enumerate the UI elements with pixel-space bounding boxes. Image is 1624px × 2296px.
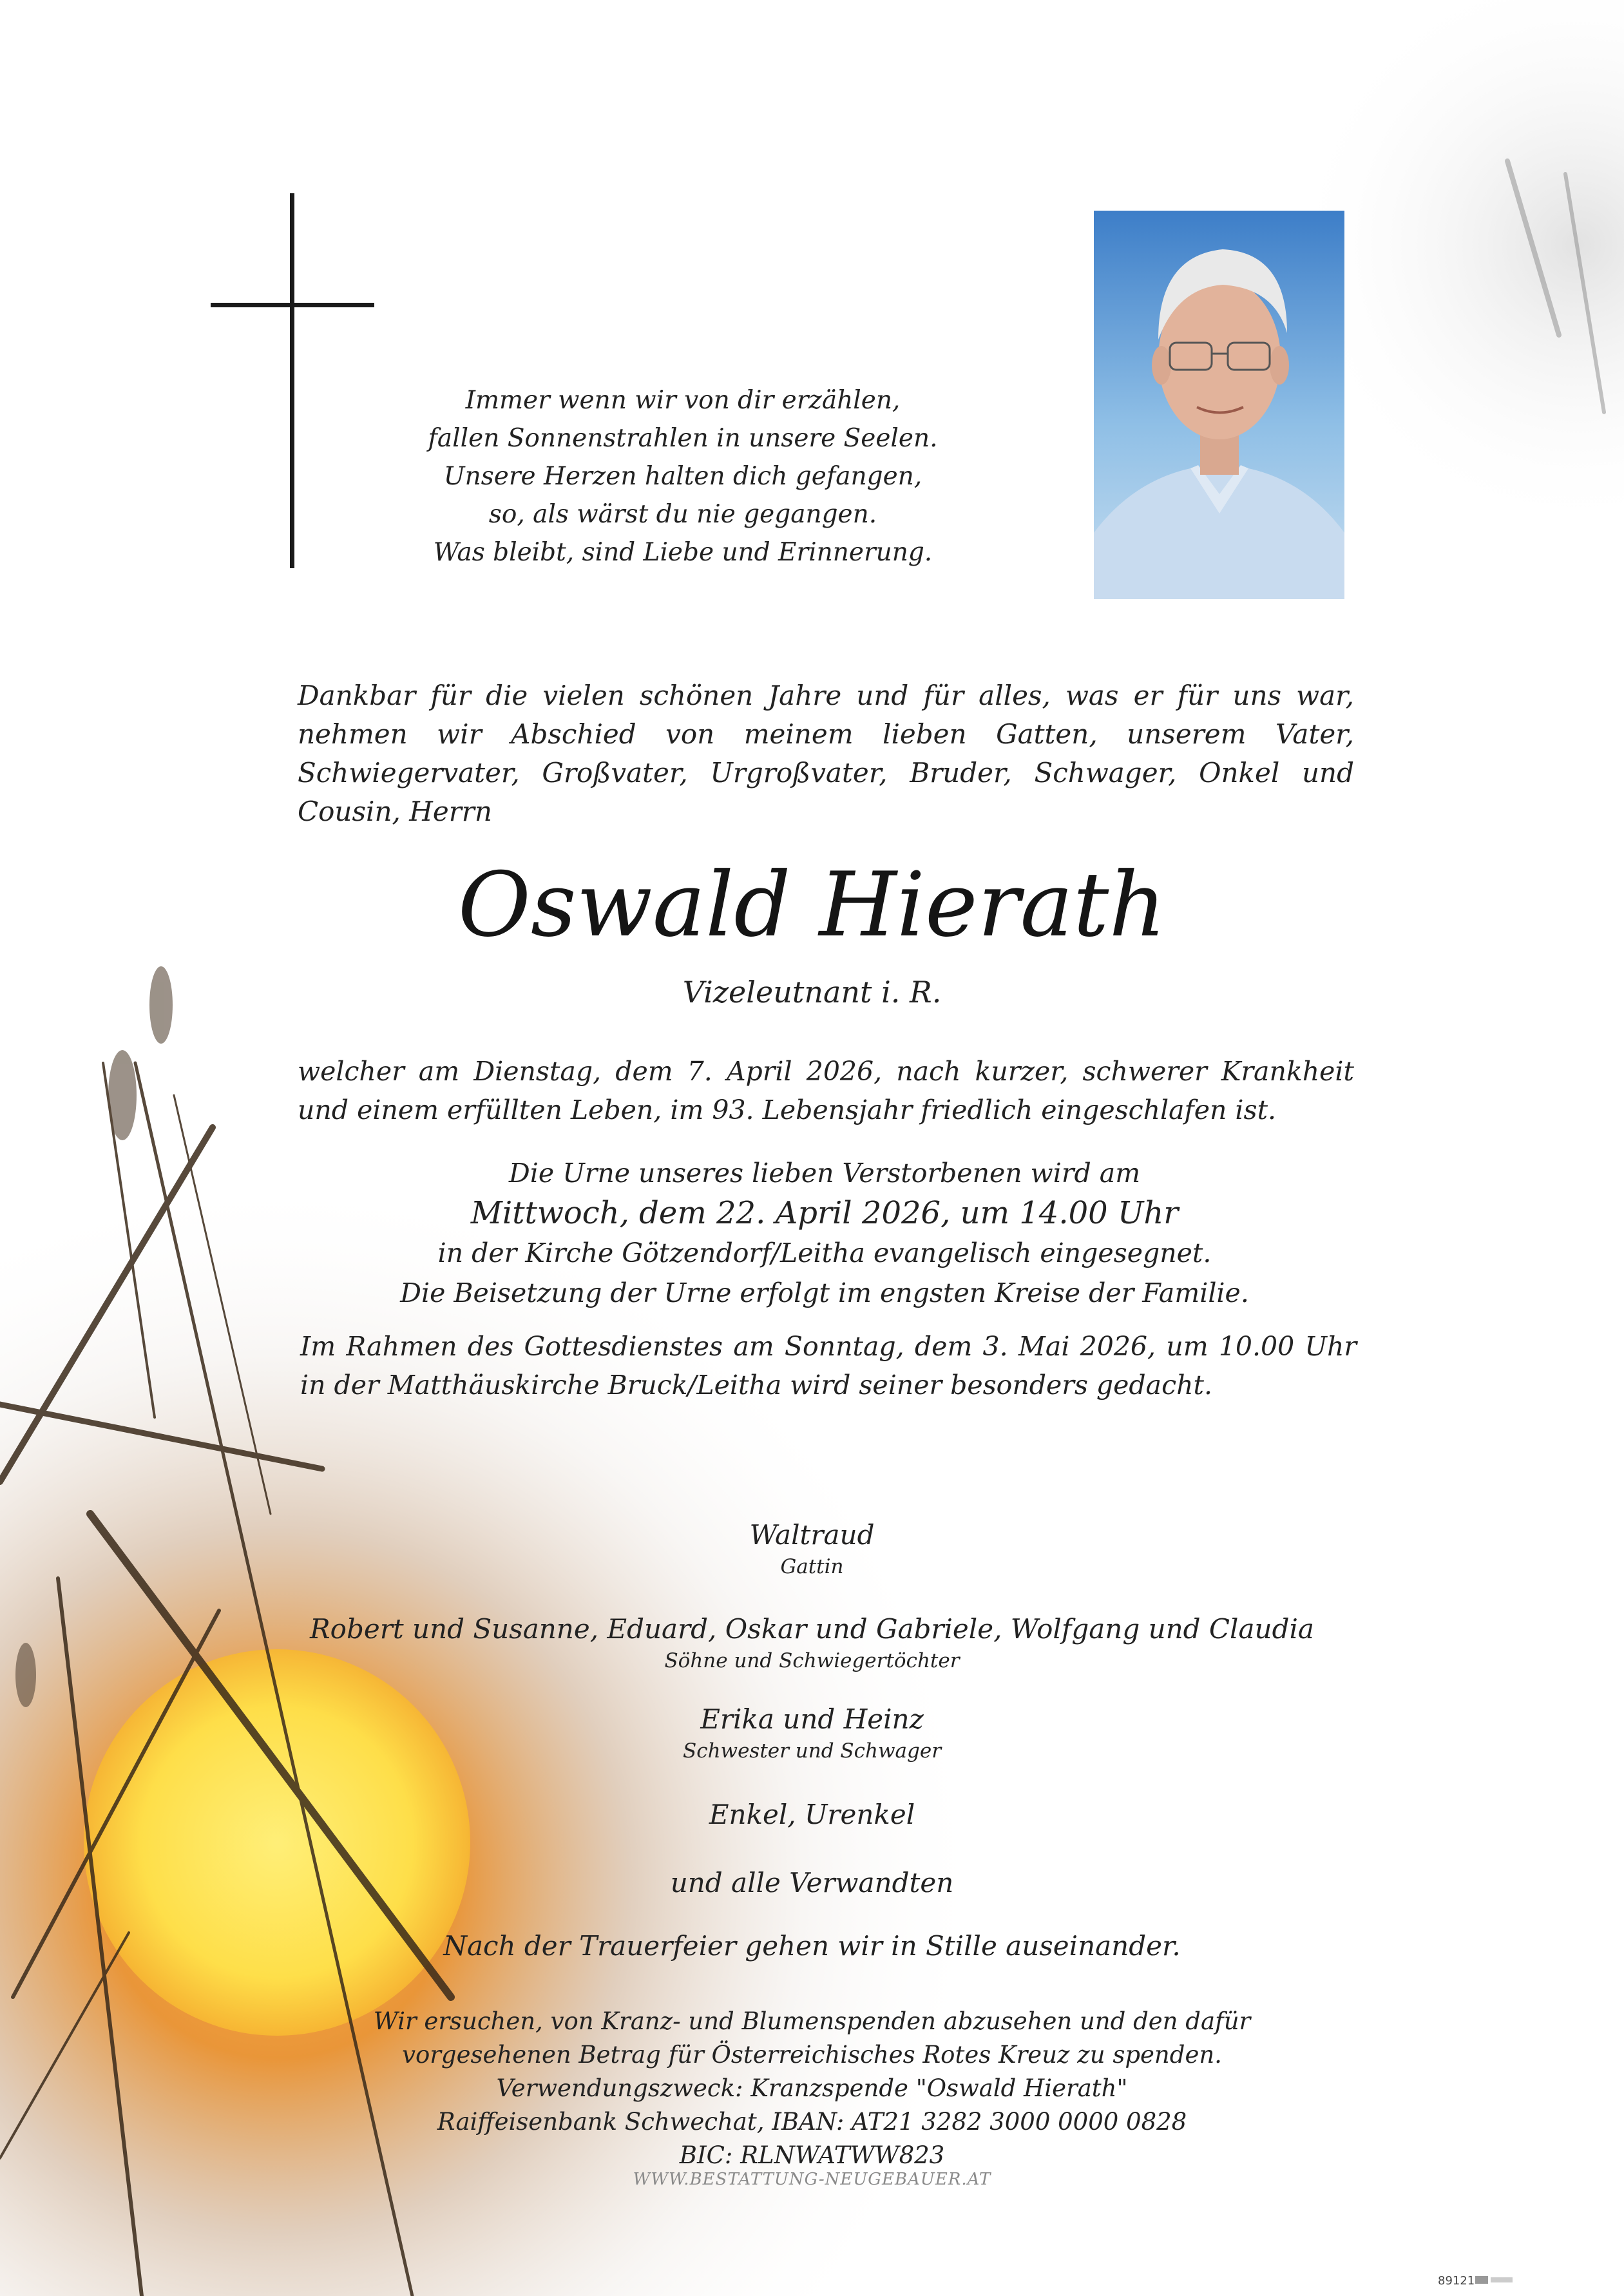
poem-line: fallen Sonnenstrahlen in unsere Seelen. bbox=[428, 424, 938, 453]
funeral-info bbox=[296, 1153, 1353, 1313]
donation-line: Verwendungszweck: Kranzspende "Oswald Hierath" bbox=[496, 2074, 1128, 2102]
print-code: 89121 bbox=[1438, 2274, 1475, 2288]
intro-paragraph: Dankbar für die vielen schönen Jahre und für alles, was er für uns war, nehmen wir Abschied von meinem lieben Gatten, unserem Vater, Schwiegervater, Großvater, Urgroßvater, Bruder, Schwager, Onkel und Cousin, Herrn bbox=[298, 680, 1354, 827]
funeral-date: Mittwoch, dem 22. April 2026, um 14.00 Uhr bbox=[470, 1195, 1179, 1231]
service-paragraph: Im Rahmen des Gottesdienstes am Sonntag, dem 3. Mai 2026, um 10.00 Uhr in der Matthäuskirche Bruck/Leitha wird seiner besonders gedacht. bbox=[300, 1331, 1357, 1401]
mourner-names: Erika und Heinz bbox=[700, 1703, 924, 1735]
funeral-line: Die Urne unseres lieben Verstorbenen wird am bbox=[508, 1158, 1141, 1189]
poem bbox=[361, 381, 1005, 571]
mourner-relation: Schwester und Schwager bbox=[682, 1739, 942, 1763]
donation-line: BIC: RLNWATWW823 bbox=[679, 2141, 945, 2169]
poem-line: Immer wenn wir von dir erzählen, bbox=[465, 386, 901, 415]
deceased-rank: Vizeleutnant i. R. bbox=[682, 975, 942, 1009]
mourner-names: Waltraud bbox=[749, 1519, 875, 1551]
donation-line: Raiffeisenbank Schwechat, IBAN: AT21 3282 3000 0000 0828 bbox=[437, 2108, 1187, 2136]
poem-line: Was bleibt, sind Liebe und Erinnerung. bbox=[433, 538, 933, 567]
grandchildren: Enkel, Urenkel bbox=[709, 1799, 915, 1830]
mourner-relation: Gattin bbox=[780, 1555, 844, 1578]
funeral-line: in der Kirche Götzendorf/Leitha evangelisch eingesegnet. bbox=[437, 1238, 1212, 1268]
cross-horizontal bbox=[211, 303, 374, 307]
website-url[interactable]: WWW.BESTATTUNG-NEUGEBAUER.AT bbox=[633, 2170, 991, 2189]
deceased-name: Oswald Hierath bbox=[457, 853, 1167, 957]
poem-line: so, als wärst du nie gegangen. bbox=[488, 500, 877, 529]
cross-vertical bbox=[290, 193, 294, 568]
portrait-photo bbox=[1094, 211, 1344, 599]
donation-line: Wir ersuchen, von Kranz- und Blumenspenden abzusehen und den dafür bbox=[373, 2007, 1251, 2035]
donation-request bbox=[0, 2005, 1624, 2172]
mourner-relation: Söhne und Schwiegertöchter bbox=[664, 1649, 960, 1672]
mourner-names: Robert und Susanne, Eduard, Oskar und Gabriele, Wolfgang und Claudia bbox=[310, 1613, 1314, 1645]
donation-line: vorgesehenen Betrag für Österreichisches Rotes Kreuz zu spenden. bbox=[402, 2041, 1222, 2069]
mourners-list bbox=[0, 1517, 1624, 1964]
closing-line: Nach der Trauerfeier gehen wir in Stille auseinander. bbox=[443, 1930, 1181, 1962]
relatives: und alle Verwandten bbox=[670, 1867, 954, 1899]
funeral-line: Die Beisetzung der Urne erfolgt im engsten Kreise der Familie. bbox=[400, 1277, 1249, 1308]
poem-line: Unsere Herzen halten dich gefangen, bbox=[443, 462, 922, 491]
printer-logo bbox=[1475, 2274, 1514, 2288]
death-notice: welcher am Dienstag, dem 7. April 2026, nach kurzer, schwerer Krankheit und einem erfüllten Leben, im 93. Lebensjahr friedlich eingeschlafen ist. bbox=[298, 1056, 1354, 1125]
